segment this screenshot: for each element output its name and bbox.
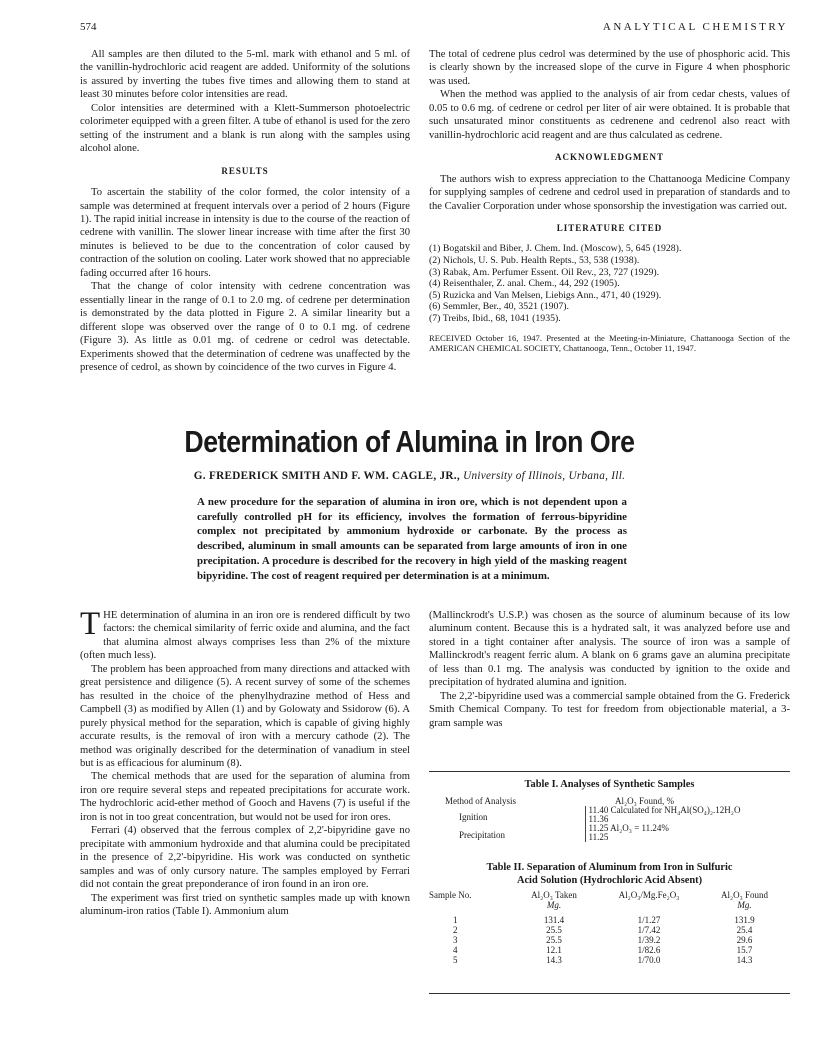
table-row <box>429 955 790 965</box>
page-number: 574 <box>80 21 97 33</box>
table-row <box>429 925 790 935</box>
table-header-row <box>429 796 790 806</box>
table-2-title-line: Acid Solution (Hydrochloric Acid Absent) <box>516 874 703 886</box>
article-abstract: A new procedure for the separation of alumina in iron ore, which is not dependent upon a carefully controlled pH for its efficiency, involves the formation of ferrous-bipyridine complex not precipitated by ammonium hydroxide or carbonate. By the process as described, aluminum in small amounts can be separated from large amounts of iron in one precipitation. A procedure is described for the recovery in high yield of the masking reagent bipyridine. The cost of reagent required per determination is at a minimum. <box>197 496 627 582</box>
table-cell: 1/1.27 <box>637 915 661 925</box>
table-rule <box>429 993 790 994</box>
received-note: RECEIVED October 16, 1947. Presented at the Meeting-in-Miniature, Chattanooga Section of the AMERICAN CHEMICAL SOCIETY, Chattanooga, Tenn., October 11, 1947. <box>429 332 790 354</box>
table-cell: 12.1 <box>546 945 562 955</box>
table-unit-cell <box>429 900 509 910</box>
table-1-body <box>429 796 790 842</box>
paragraph: The 2,2'-bipyridine used was a commercial sample obtained from the G. Frederick Smith Chemical Company. To test for freedom from objectionable material, a 3-gram sample was <box>429 690 790 729</box>
table-header-cell: Al₂O₃ Found, % <box>615 795 675 806</box>
paragraph: (Mallinckrodt's U.S.P.) was chosen as the source of aluminum because of its low aluminum content. Because this is a hydrated salt, it was analyzed before use and stored in a tight container after analysis. The source of iron was a sample of Mallinckrodt's reagent ferric alum. A blank on 6 grams gave an alumina precipitate of less than 0.1 mg. The analysis was conducted by ignition to the oxide and precipitation of hydrated alumina and ignition. <box>429 610 790 689</box>
paragraph: To ascertain the stability of the color formed, the color intensity of a sample was determined at frequent intervals over a period of 2 hours (Figure 1). The rapid initial increase in intensity is due to the course of the reaction of cedrene with vanillin. The slower linear increase with time after the first 30 minutes is believed to be due to the concentration of color caused by contraction of the solution on cooling. Later work showed that no appreciable fading occurred after 16 hours. <box>80 187 410 279</box>
journal-name: ANALYTICAL CHEMISTRY <box>602 21 788 33</box>
table-unit-cell <box>599 900 699 910</box>
table-2-title-line: Table II. Separation of Aluminum from Iron in Sulfuric <box>486 862 733 873</box>
table-cell: 5 <box>453 955 458 965</box>
table-unit-cell: Mg. <box>737 900 752 910</box>
paragraph: All samples are then diluted to the 5-ml. mark with ethanol and 5 ml. of the vanillin-hydrochloric acid reagent are added. Uniformity of the solutions is assured by inverting the tubes five times and allowing them to stand at least 30 minutes before color intensities are read. <box>80 49 410 101</box>
section-heading-acknowledgment: ACKNOWLEDGMENT <box>554 152 664 163</box>
table-header-cell: Al₂O₃/Mg.Fe₂O₃ <box>618 890 680 900</box>
reference-item: (3) Rabak, Am. Perfumer Essent. Oil Rev., 23, 727 (1929). <box>429 266 660 278</box>
table-header-row <box>429 890 790 900</box>
table-cell: 4 <box>453 945 458 955</box>
table-cell: 14.3 <box>736 955 753 965</box>
value: 11.36 <box>588 813 609 824</box>
paragraph: The chemical methods that are used for the separation of alumina from iron ore require several steps and repeated precipitations for accurate work. The hydrochloric acid-ether method of Gooch and Havens (7) is useful if the iron is not in too great concentration, but would not be used for iron ores. <box>80 771 410 823</box>
reference-item: (6) Semmler, Ber., 40, 3521 (1907). <box>429 301 570 313</box>
table-header-cell: Al₂O₃ Taken <box>531 890 577 900</box>
table-cell: 29.6 <box>736 935 753 945</box>
table-row <box>429 806 790 824</box>
section-heading-literature: LITERATURE CITED <box>556 222 663 233</box>
paragraph-text: HE determination of alumina in an iron ore is rendered difficult by two factors: the chemical similarity of ferric oxide and alumina, and the fact that alumina almost always comprises less than 2% of the mixture (often much less). <box>80 610 410 662</box>
paragraph <box>80 606 410 663</box>
table-cell: 131.9 <box>734 915 755 925</box>
paragraph: That the change of color intensity with cedrene concentration was essentially linear in the range of 0.1 to 2.0 mg. of cedrene per determination is demonstrated by the data plotted in Figure 2. A similar linearity but a different slope was observed over the range of 0 to 0.1 mg. of cedrene (Figure 3). As little as 0.01 mg. of cedrene or cedrol was detectable. Experiments showed that the determination of cedrene was unaffected by the presence of cedrol, as shown by coincidence of the two curves in Figure 4. <box>80 281 410 373</box>
reference-item: (7) Treibs, Ibid., 68, 1041 (1935). <box>429 313 561 324</box>
value: 11.25 <box>588 831 609 842</box>
table-cell: 25.5 <box>546 935 562 945</box>
table-row <box>429 935 790 945</box>
table-rule <box>429 771 790 772</box>
right-column-top <box>429 48 790 354</box>
table-2-body <box>429 890 790 965</box>
paragraph: Color intensities are determined with a Klett-Summerson photoelectric colorimeter equipped with a green filter. A tube of ethanol is used for the zero setting of the instrument and a blank is run along with the samples using alcohol alone. <box>80 102 410 155</box>
right-column-bottom <box>429 609 790 730</box>
table-cell <box>585 824 790 842</box>
table-cell: 15.7 <box>736 945 753 955</box>
table-row <box>429 824 790 842</box>
drop-cap: T <box>80 606 101 642</box>
left-column-bottom <box>80 606 410 918</box>
table-cell: 3 <box>453 935 458 945</box>
table-1 <box>429 779 790 842</box>
table-cell: Precipitation <box>459 829 505 840</box>
paragraph: The total of cedrene plus cedrol was determined by the use of phosphoric acid. This is clearly shown by the increased slope of the curve in Figure 4 when phosphoric was used. <box>429 49 790 87</box>
paragraph: The problem has been approached from many directions and attacked with great persistence and diligence (5). A recent survey of some of the schemes has resulted in the choice of the phenylhydrazine method of Hess and Campbell (3) as modified by Allen (1) and by Golowaty and Ssidorow (6). A purely physical method for the separation, which is capable of giving highly accurate results, is the removal of iron with a mercury cathode (2). The method was originally described for the determination of vanadium in steel but is as efficacious for aluminum (8). <box>80 663 410 769</box>
table-cell: 1/39.2 <box>637 935 661 945</box>
author-names: G. FREDERICK SMITH AND F. WM. CAGLE, JR., <box>193 470 460 482</box>
table-header-cell: Al₂O₃ Found <box>720 890 769 900</box>
table-cell: 131.4 <box>543 915 565 925</box>
reference-list <box>429 243 790 324</box>
table-1-title: Table I. Analyses of Synthetic Samples <box>524 779 695 790</box>
table-2-title <box>429 862 790 887</box>
table-cell: 25.4 <box>736 925 753 935</box>
reference-item: (4) Reisenthaler, Z. anal. Chem., 44, 292 (1905). <box>429 278 620 290</box>
table-row <box>429 915 790 925</box>
table-cell: Ignition <box>459 811 488 822</box>
value: 11.40 Calculated for NH₄Al(SO₄)₂.12H₂O <box>588 804 741 815</box>
table-row <box>429 945 790 955</box>
table-cell: 1/7.42 <box>637 925 661 935</box>
table-cell: 2 <box>453 925 458 935</box>
table-cell: 14.3 <box>546 955 562 965</box>
table-cell: 1/70.0 <box>637 955 661 965</box>
table-header-cell: Sample No. <box>429 890 472 900</box>
article-authors <box>0 470 819 482</box>
table-2 <box>429 862 790 965</box>
table-units-row <box>429 900 790 910</box>
article-title: Determination of Alumina in Iron Ore <box>184 424 635 459</box>
left-column-top <box>80 48 410 374</box>
reference-item: (5) Ruzicka and Van Melsen, Liebigs Ann., 471, 40 (1929). <box>429 289 662 301</box>
section-heading-results: RESULTS <box>221 165 269 176</box>
value: 11.25 Al₂O₃ = 11.24% <box>588 822 669 833</box>
author-affiliation: University of Illinois, Urbana, Ill. <box>463 470 626 482</box>
reference-item: (2) Nichols, U. S. Pub. Health Repts., 53, 538 (1938). <box>429 255 640 267</box>
reference-item: (1) Bogatskil and Biber, J. Chem. Ind. (Moscow), 5, 645 (1928). <box>429 243 682 255</box>
paragraph: Ferrari (4) observed that the ferrous complex of 2,2'-bipyridine gave no precipitate with ammonium hydroxide and that alumina could be precipitated in the presence of 2,2'-bipyridine. His work was conducted on synthetic samples and was of only cursory nature. The samples employed by Ferrari did not contain the great preponderance of iron found in an iron ore. <box>80 825 410 891</box>
table-cell: 1 <box>453 915 458 925</box>
table-cell: 25.5 <box>546 925 562 935</box>
paragraph: When the method was applied to the analysis of air from cedar chests, values of 0.05 to 0.6 mg. of cedrene or cedrol per liter of air were obtained. It is probable that such unsaturated minor constituents as cedrenene and cedrenol also react with vanillin-hydrochloric acid reagent and are thus calculated as cedrene. <box>429 89 790 141</box>
paragraph: The experiment was first tried on synthetic samples made up with known aluminum-iron ratios (Table I). Ammonium alum <box>80 892 410 917</box>
table-cell <box>585 806 790 824</box>
paragraph: The authors wish to express appreciation to the Chattanooga Medicine Company for supplying samples of cedrene and cedrol used in preparation of standards and to the Cavalier Corporation under whose sponsorship the investigation was carried out. <box>429 173 790 212</box>
table-cell: 1/82.6 <box>637 945 661 955</box>
table-header-cell: Method of Analysis <box>445 795 516 806</box>
table-unit-cell: Mg. <box>546 900 562 910</box>
